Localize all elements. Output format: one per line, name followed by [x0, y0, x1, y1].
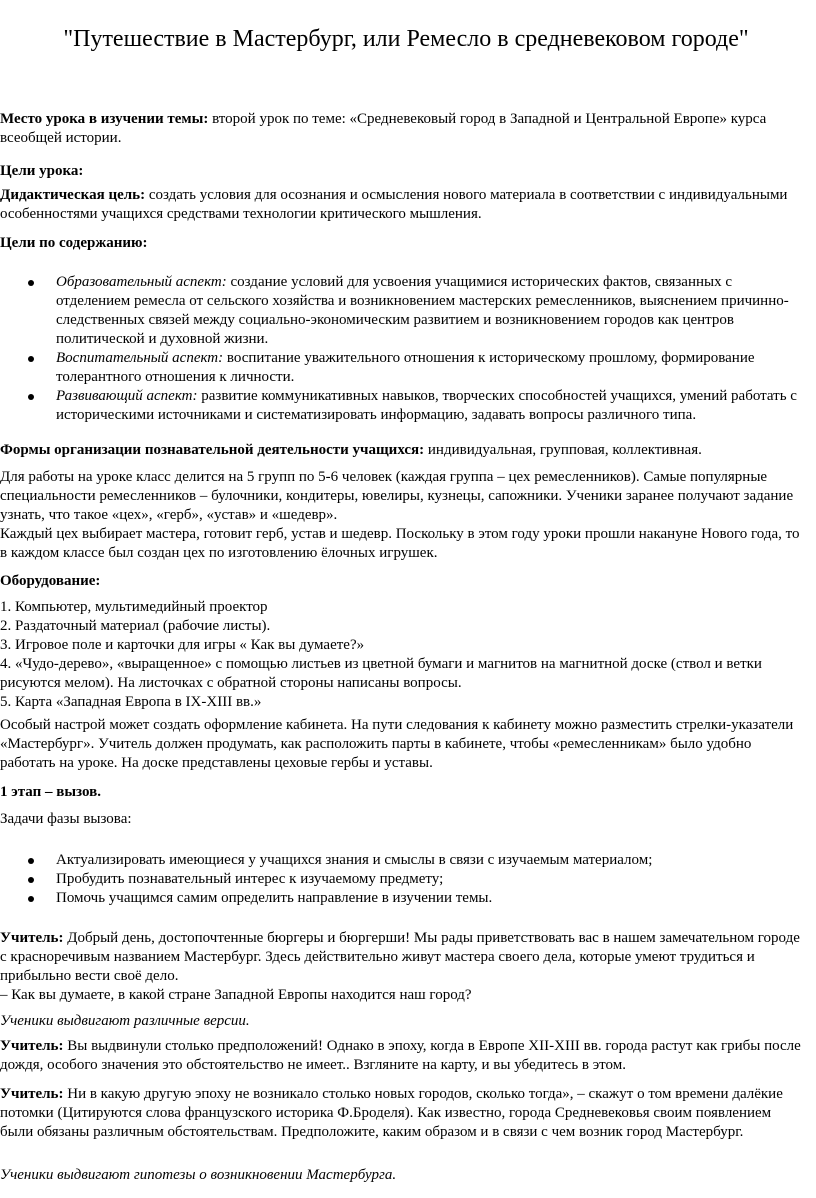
forms-text: индивидуальная, групповая, коллективная.	[424, 442, 702, 458]
teacher-speech-3	[0, 1085, 806, 1142]
tasks-heading: Задачи фазы вызова:	[0, 811, 132, 827]
task-text: Пробудить познавательный интерес к изучаемому предмету;	[56, 871, 444, 887]
bullet-icon	[28, 877, 34, 883]
teacher-speech-text: Вы выдвинули столько предположений! Однако в эпоху, когда в Европе XII-XIII вв. города растут как грибы после дождя, особого значения это обстоятельство не имеет.. Взгляните на карту, и вы убедитесь в этом.	[0, 1038, 801, 1073]
content-goals-heading	[0, 234, 806, 253]
teacher-speech-text: Добрый день, достопочтенные бюргеры и бюргерши! Мы рады приветствовать вас в нашем замечательном городе с красноречивым названием Мастербург. Здесь действительно живут мастера своего дела, которые умеют трудиться и прибыльно вести своё дело.	[0, 930, 800, 984]
teacher-question: – Как вы думаете, в какой стране Западной Европы находится наш город?	[0, 987, 472, 1003]
teacher-speech-text: Ни в какую другую эпоху не возникало столько новых городов, сколько тогда», – скажут о том времени далёкие потомки (Цитируются слова французского историка Ф.Броделя). Как известно, города Средневековья своим появлением были обязаны различным обстоятельствам. Предположите, каким образом и в связи с чем возник город Мастербург.	[0, 1086, 783, 1140]
goals-heading-text: Цели урока:	[0, 163, 84, 179]
students-response-text: Ученики выдвигают различные версии.	[0, 1013, 250, 1029]
bullet-icon	[28, 896, 34, 902]
didactic-goal-label: Дидактическая цель:	[0, 187, 146, 203]
list-item	[0, 870, 806, 889]
stage1-heading	[0, 783, 806, 802]
list-item	[0, 889, 806, 908]
list-item: 3. Игровое поле и карточки для игры « Как вы думаете?»	[0, 637, 365, 653]
task-text: Помочь учащимся самим определить направление в изучении темы.	[56, 890, 493, 906]
lesson-place-text: второй урок по теме: «Средневековый город в Западной и Центральной Европе» курса всеобщей истории.	[0, 111, 767, 146]
lesson-place-paragraph	[0, 110, 806, 148]
aspect-text: воспитание уважительного отношения к историческому прошлому, формирование толерантного отношения к личности.	[56, 350, 755, 385]
aspect-label: Воспитательный аспект:	[56, 350, 224, 366]
list-item	[0, 273, 806, 349]
bullet-icon	[28, 356, 34, 362]
equipment-heading	[0, 572, 806, 591]
teacher-label: Учитель:	[0, 930, 64, 946]
page-title: "Путешествие в Мастербург, или Ремесло в средневековом городе"	[63, 26, 749, 52]
list-item	[0, 349, 806, 387]
stage1-heading-text: 1 этап – вызов.	[0, 784, 101, 800]
students-response-2	[0, 1166, 806, 1185]
bullet-icon	[28, 394, 34, 400]
teacher-label: Учитель:	[0, 1038, 64, 1054]
students-response-text: Ученики выдвигают гипотезы о возникновении Мастербурга.	[0, 1167, 397, 1183]
groups-paragraph-2: Каждый цех выбирает мастера, готовит герб, устав и шедевр. Поскольку в этом году уроки прошли накануне Нового года, то в каждом классе был создан цех по изготовлению ёлочных игрушек.	[0, 526, 800, 561]
goals-heading	[0, 162, 806, 181]
teacher-label: Учитель:	[0, 1086, 64, 1102]
list-item: 1. Компьютер, мультимедийный проектор	[0, 599, 268, 615]
equipment-heading-text: Оборудование:	[0, 573, 101, 589]
aspect-text: создание условий для усвоения учащимися исторических фактов, связанных с отделением ремесла от сельского хозяйства и возникновением мастерских ремесленников, выяснением причинно-следственных связей между социально-экономическим развитием и возникновением городов как центров политической и духовной жизни.	[56, 274, 789, 347]
tasks-list	[0, 851, 806, 908]
forms-label: Формы организации познавательной деятельности учащихся:	[0, 442, 425, 458]
teacher-speech-1-text	[0, 929, 806, 986]
students-response-1	[0, 1012, 806, 1031]
teacher-speech-1	[0, 929, 806, 1005]
equipment-list	[0, 598, 806, 712]
aspect-text: развитие коммуникативных навыков, творческих способностей учащихся, умений работать с историческими источниками и систематизировать информацию, задавать вопросы различного типа.	[56, 388, 797, 423]
list-item: 4. «Чудо-дерево», «выращенное» с помощью листьев из цветной бумаги и магнитов на магнитной доске (ствол и ветки рисуются мелом). На листочках с обратной стороны написаны вопросы.	[0, 656, 762, 691]
list-item: 5. Карта «Западная Европа в IX-XIII вв.»	[0, 694, 262, 710]
list-item	[0, 851, 806, 870]
list-item: 2. Раздаточный материал (рабочие листы).	[0, 618, 271, 634]
cabinet-paragraph: Особый настрой может создать оформление кабинета. На пути следования к кабинету можно разместить стрелки-указатели «Мастербург». Учитель должен продумать, как расположить парты в кабинете, чтобы «ремесленникам» было удобно работать на уроке. На доске представлены цеховые гербы и уставы.	[0, 717, 794, 771]
teacher-speech-2	[0, 1037, 806, 1075]
list-item	[0, 387, 806, 425]
task-text: Актуализировать имеющиеся у учащихся знания и смыслы в связи с изучаемым материалом;	[56, 852, 653, 868]
bullet-icon	[28, 280, 34, 286]
aspect-label: Образовательный аспект:	[56, 274, 227, 290]
didactic-goal-text: создать условия для осознания и осмысления нового материала в соответствии с индивидуальными особенностями учащихся средствами технологии критического мышления.	[0, 187, 788, 222]
groups-paragraph-1: Для работы на уроке класс делится на 5 групп по 5-6 человек (каждая группа – цех ремесленников). Самые популярные специальности ремесленников – булочники, кондитеры, ювелиры, кузнецы, сапожники. Ученики заранее получают задание узнать, что такое «цех», «герб», «устав» и «шедевр».	[0, 469, 794, 523]
content-goals-heading-text: Цели по содержанию:	[0, 235, 148, 251]
aspects-list	[0, 273, 806, 425]
forms-paragraph	[0, 441, 806, 460]
aspect-label: Развивающий аспект:	[56, 388, 198, 404]
bullet-icon	[28, 858, 34, 864]
didactic-goal-paragraph	[0, 186, 806, 224]
lesson-place-label: Место урока в изучении темы:	[0, 111, 209, 127]
